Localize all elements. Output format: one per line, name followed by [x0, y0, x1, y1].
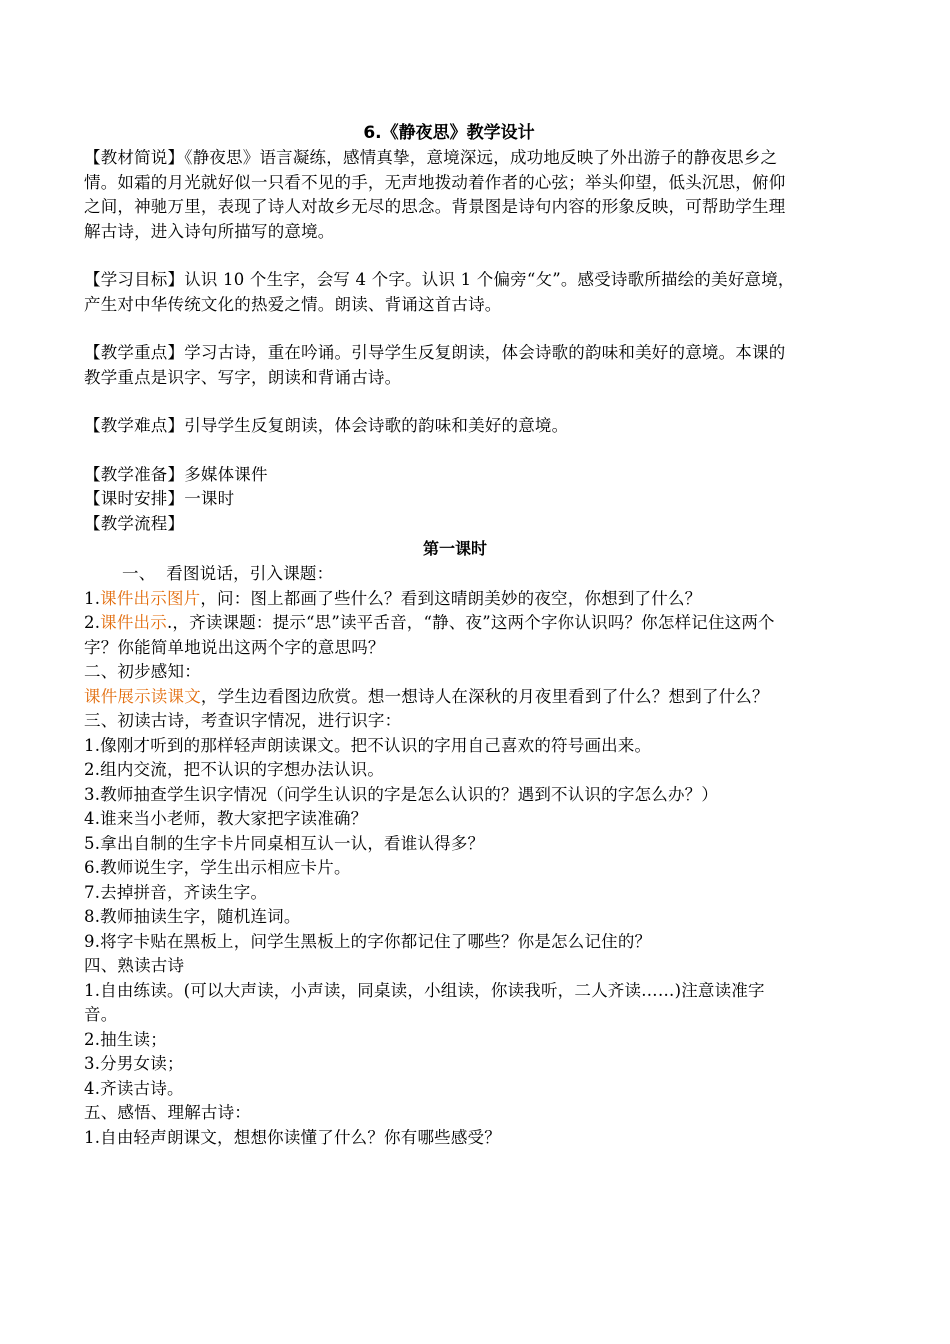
flow-label: 【教学流程】 — [84, 513, 185, 533]
time-text: 一课时 — [184, 489, 235, 508]
difficulty-label: 【教学难点】 — [84, 416, 185, 435]
section-1-heading: 一、 看图说话，引入课题： — [122, 564, 334, 583]
section-1-item-1 — [84, 587, 796, 612]
list-item: 9.将字卡贴在黑板上，问学生黑板上的字你都记住了哪些？你是怎么记住的？ — [84, 931, 652, 951]
prep-line — [84, 463, 796, 488]
list-item: 7.去掉拼音，齐读生字。 — [84, 882, 268, 902]
flow-line — [84, 512, 796, 537]
item-text: .，齐读课题：提示“思”读平舌音，“静、夜”这两个字你认识吗？你怎样记住这两个字？你能简单地说出这两个字的意思吗？ — [84, 613, 775, 657]
key-paragraph — [84, 341, 796, 390]
section-4-heading: 四、熟读古诗 — [84, 956, 185, 975]
lesson-title: 第一课时 — [422, 539, 487, 558]
list-item: 3.教师抽查学生识字情况（问学生认识的字是怎么认识的？遇到不认识的字怎么办？） — [84, 784, 719, 804]
goal-paragraph — [84, 268, 796, 317]
item-number: 2. — [84, 613, 101, 632]
list-item: 6.教师说生字，学生出示相应卡片。 — [84, 858, 351, 877]
prep-text: 多媒体课件 — [184, 464, 268, 484]
courseware-highlight: 课件出示 — [100, 613, 167, 632]
list-item: 1.自由轻声朗课文，想想你读懂了什么？你有哪些感受？ — [84, 1127, 501, 1147]
section-5-heading: 五、感悟、理解古诗： — [84, 1103, 251, 1122]
key-text: 学习古诗，重在吟诵。引导学生反复朗读，体会诗歌的韵味和美好的意境。本课的教学重点是识字、写字，朗读和背诵古诗。 — [84, 343, 786, 387]
courseware-highlight: 课件展示读课文 — [84, 686, 201, 706]
prep-label: 【教学准备】 — [84, 464, 185, 484]
goal-text: 认识 10 个生字，会写 4 个字。认识 1 个偏旁“攵”。感受诗歌所描绘的美好意境，产生对中华传统文化的热爱之情。朗读、背诵这首古诗。 — [84, 270, 795, 314]
section-3-heading: 三、初读古诗，考查识字情况，进行识字： — [84, 711, 402, 730]
document-page — [84, 120, 796, 1150]
intro-label: 【教材简说】 — [84, 148, 185, 167]
list-item: 5.拿出自制的生字卡片同桌相互认一认，看谁认得多？ — [84, 833, 485, 853]
time-label: 【课时安排】 — [84, 489, 185, 508]
list-item: 4.齐读古诗。 — [84, 1078, 184, 1098]
difficulty-text: 引导学生反复朗读，体会诗歌的韵味和美好的意境。 — [184, 416, 569, 435]
list-item: 3.分男女读； — [84, 1054, 184, 1073]
key-label: 【教学重点】 — [84, 343, 185, 362]
list-item: 4.谁来当小老师，教大家把字读准确？ — [84, 809, 368, 828]
difficulty-paragraph — [84, 414, 796, 439]
intro-paragraph — [84, 146, 796, 244]
list-item: 1.自由练读。(可以大声读，小声读，同桌读，小组读，你读我听，二人齐读……)注意读准字音。 — [84, 980, 765, 1024]
list-item: 2.组内交流，把不认识的字想办法认识。 — [84, 760, 385, 779]
section-2-text — [84, 685, 796, 710]
list-item: 2.抽生读； — [84, 1029, 167, 1049]
item-text: ，问：图上都画了些什么？看到这晴朗美妙的夜空，你想到了什么？ — [200, 588, 702, 608]
intro-text: 《静夜思》语言凝练，感情真挚，意境深远，成功地反映了外出游子的静夜思乡之情。如霜的月光就好似一只看不见的手，无声地拨动着作者的心弦；举头仰望，低头沉思，俯仰之间，神驰万里，表现了诗人对故乡无尽的思念。背景图是诗句内容的形象反映，可帮助学生理解古诗，进入诗句所描写的意境。 — [84, 148, 786, 241]
time-line — [84, 487, 796, 512]
courseware-highlight: 课件出示图片 — [100, 588, 201, 608]
list-item: 1.像刚才听到的那样轻声朗读课文。把不认识的字用自己喜欢的符号画出来。 — [84, 735, 652, 755]
item-number: 1. — [84, 588, 101, 608]
goal-label: 【学习目标】 — [84, 270, 185, 289]
item-text: ，学生边看图边欣赏。想一想诗人在深秋的月夜里看到了什么？想到了什么？ — [200, 686, 769, 706]
document-title: 6.《静夜思》教学设计 — [363, 123, 535, 143]
list-item: 8.教师抽读生字，随机连词。 — [84, 907, 301, 926]
section-1-item-2 — [84, 611, 796, 660]
section-2-heading: 二、初步感知： — [84, 662, 201, 681]
